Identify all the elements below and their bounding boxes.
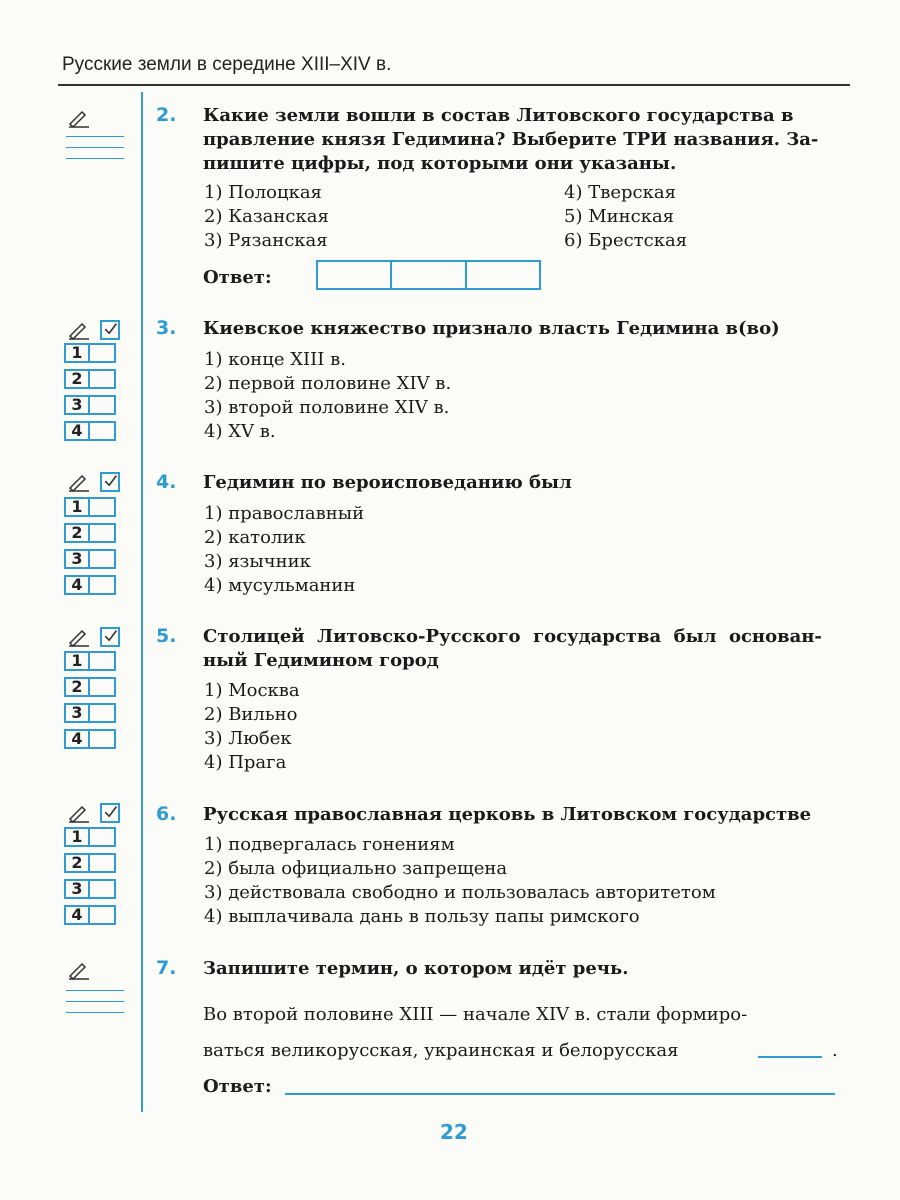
- question-line: Гедимин по вероисповеданию был: [203, 472, 572, 493]
- option: 4) мусульманин: [204, 575, 356, 596]
- answer-checkbox-3[interactable]: 3: [64, 703, 122, 723]
- answer-checkbox-1[interactable]: 1: [64, 827, 122, 847]
- question-number: 5.: [156, 625, 177, 647]
- question-body-line: ваться великорусская, украинская и белорусская: [203, 1040, 679, 1061]
- question-number: 6.: [156, 803, 177, 825]
- option: 5) Минская: [564, 206, 675, 227]
- answer-cell[interactable]: [467, 262, 539, 288]
- option: 4) Тверская: [564, 182, 676, 203]
- option: 2) первой половине XIV в.: [204, 373, 452, 394]
- checkmark-icon: [100, 472, 120, 492]
- answer-checkbox-2[interactable]: 2: [64, 523, 122, 543]
- question-line: Киевское княжество признало власть Гедимина в(во): [203, 318, 780, 339]
- question-line: пишите цифры, под которыми они указаны.: [203, 153, 677, 174]
- pen-icon: [68, 108, 90, 128]
- answer-checkbox-4[interactable]: 4: [64, 905, 122, 925]
- option: 6) Брестская: [564, 230, 688, 251]
- answer-checkbox-4[interactable]: 4: [64, 421, 122, 441]
- option: 3) Любек: [204, 728, 292, 749]
- question-line: Столицей Литовско-Русского государства был основан-: [203, 626, 822, 647]
- question-line: ный Гедимином город: [203, 650, 439, 671]
- answer-cell[interactable]: [318, 262, 392, 288]
- page-number: 22: [440, 1120, 468, 1144]
- question-number: 4.: [156, 471, 177, 493]
- question-number: 7.: [156, 957, 177, 979]
- option: 3) второй половине XIV в.: [204, 397, 450, 418]
- option: 2) католик: [204, 527, 306, 548]
- option: 4) XV в.: [204, 421, 276, 442]
- pen-icon: [68, 320, 90, 340]
- question-text: [203, 317, 780, 341]
- answer-checkbox-3[interactable]: 3: [64, 395, 122, 415]
- question-line: Запишите термин, о котором идёт речь.: [203, 958, 629, 979]
- answer-checkbox-1[interactable]: 1: [64, 651, 122, 671]
- answer-label: Ответ:: [203, 1076, 272, 1097]
- question-line: Какие земли вошли в состав Литовского государства в: [203, 105, 794, 126]
- answer-line[interactable]: [285, 1093, 835, 1095]
- answer-grid[interactable]: [316, 260, 541, 290]
- checkmark-icon: [100, 320, 120, 340]
- question-body-line: Во второй половине XIII — начале XIV в. стали формиро-: [203, 1004, 748, 1025]
- answer-checkbox-2[interactable]: 2: [64, 853, 122, 873]
- fill-in-blank[interactable]: [758, 1056, 822, 1058]
- question-text: [203, 471, 572, 495]
- option: 4) выплачивала дань в пользу папы римского: [204, 906, 640, 927]
- header-divider: [58, 84, 850, 86]
- question-number: 2.: [156, 104, 177, 126]
- option: 2) Казанская: [204, 206, 329, 227]
- question-text: [203, 104, 818, 176]
- answer-checkbox-3[interactable]: 3: [64, 879, 122, 899]
- question-text: [203, 625, 848, 673]
- answer-cell[interactable]: [392, 262, 466, 288]
- checkmark-icon: [100, 803, 120, 823]
- question-text: [203, 803, 811, 827]
- option: 4) Прага: [204, 752, 287, 773]
- question-line: Русская православная церковь в Литовском государстве: [203, 804, 812, 825]
- answer-checkbox-1[interactable]: 1: [64, 497, 122, 517]
- answer-checkbox-2[interactable]: 2: [64, 677, 122, 697]
- answer-checkbox-1[interactable]: 1: [64, 343, 122, 363]
- option: 2) Вильно: [204, 704, 298, 725]
- question-number: 3.: [156, 317, 177, 339]
- option: 1) Москва: [204, 680, 300, 701]
- option: 1) конце XIII в.: [204, 349, 346, 370]
- answer-lines: [66, 136, 124, 169]
- answer-checkbox-3[interactable]: 3: [64, 549, 122, 569]
- option: 1) Полоцкая: [204, 182, 322, 203]
- checkmark-icon: [100, 627, 120, 647]
- option: 1) подвергалась гонениям: [204, 834, 455, 855]
- page-header: Русские земли в середине XIII–XIV в.: [62, 54, 392, 75]
- sentence-end: .: [832, 1040, 838, 1061]
- option: 3) действовала свободно и пользовалась авторитетом: [204, 882, 716, 903]
- answer-checkbox-4[interactable]: 4: [64, 575, 122, 595]
- answer-lines: [66, 990, 124, 1023]
- margin-divider: [141, 92, 143, 1112]
- pen-icon: [68, 627, 90, 647]
- pen-icon: [68, 960, 90, 980]
- option: 3) язычник: [204, 551, 311, 572]
- answer-checkbox-4[interactable]: 4: [64, 729, 122, 749]
- option: 2) была официально запрещена: [204, 858, 508, 879]
- pen-icon: [68, 472, 90, 492]
- answer-label: Ответ:: [203, 267, 272, 288]
- answer-checkbox-2[interactable]: 2: [64, 369, 122, 389]
- question-text: [203, 957, 628, 981]
- question-line: правление князя Гедимина? Выберите ТРИ названия. За-: [203, 129, 819, 150]
- option: 1) православный: [204, 503, 365, 524]
- pen-icon: [68, 803, 90, 823]
- option: 3) Рязанская: [204, 230, 328, 251]
